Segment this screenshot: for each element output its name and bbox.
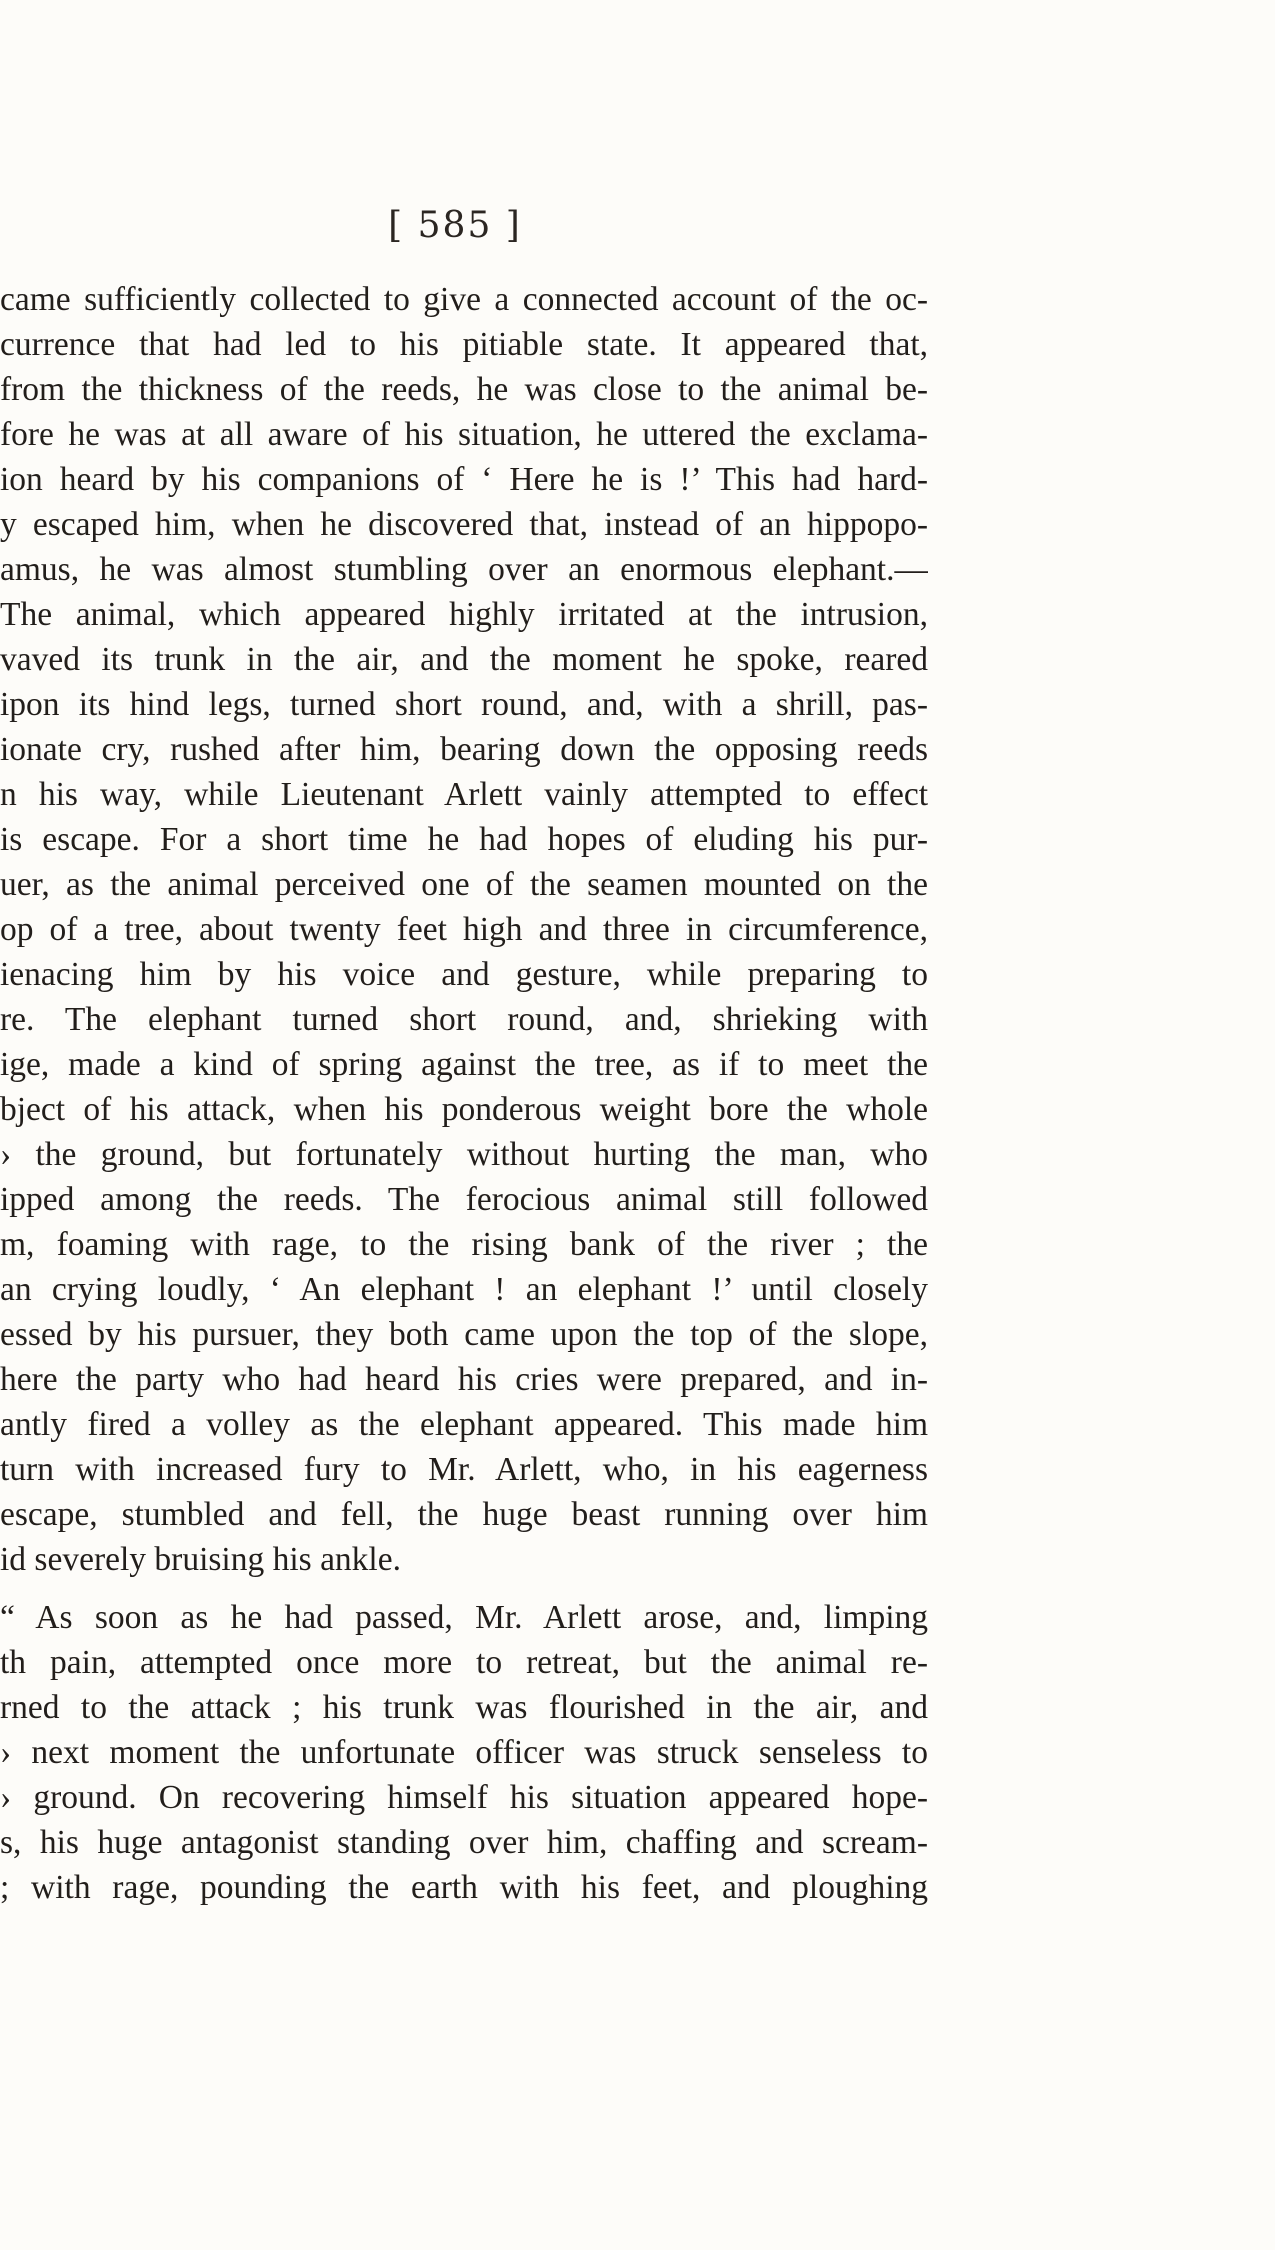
text-line: uer, as the animal perceived one of the seamen mounted on the <box>0 866 928 903</box>
text-line: m, foaming with rage, to the rising bank of the river ; the <box>0 1226 928 1263</box>
text-line: from the thickness of the reeds, he was close to the animal be- <box>0 371 928 408</box>
text-line: ige, made a kind of spring against the tree, as if to meet the <box>0 1046 928 1083</box>
text-line: re. The elephant turned short round, and, shrieking with <box>0 1001 928 1038</box>
text-line: › next moment the unfortunate officer was struck senseless to <box>0 1734 928 1771</box>
text-line: currence that had led to his pitiable state. It appeared that, <box>0 326 928 363</box>
text-line: The animal, which appeared highly irritated at the intrusion, <box>0 596 928 633</box>
text-line: s, his huge antagonist standing over him, chaffing and scream- <box>0 1824 928 1861</box>
text-line: op of a tree, about twenty feet high and three in circumference, <box>0 911 928 948</box>
text-line: › the ground, but fortunately without hurting the man, who <box>0 1136 928 1173</box>
text-line: n his way, while Lieutenant Arlett vainly attempted to effect <box>0 776 928 813</box>
text-line: fore he was at all aware of his situation, he uttered the exclama- <box>0 416 928 453</box>
text-line: is escape. For a short time he had hopes of eluding his pur- <box>0 821 928 858</box>
text-line: ipon its hind legs, turned short round, and, with a shrill, pas- <box>0 686 928 723</box>
text-line: rned to the attack ; his trunk was flourished in the air, and <box>0 1689 928 1726</box>
text-line: essed by his pursuer, they both came upon the top of the slope, <box>0 1316 928 1353</box>
text-line: bject of his attack, when his ponderous weight bore the whole <box>0 1091 928 1128</box>
text-line: here the party who had heard his cries were prepared, and in- <box>0 1361 928 1398</box>
text-line: antly fired a volley as the elephant appeared. This made him <box>0 1406 928 1443</box>
text-line: ; with rage, pounding the earth with his feet, and ploughing <box>0 1869 928 1906</box>
text-line: y escaped him, when he discovered that, instead of an hippopo- <box>0 506 928 543</box>
text-line: id severely bruising his ankle. <box>0 1541 401 1578</box>
text-line: vaved its trunk in the air, and the moment he spoke, reared <box>0 641 928 678</box>
text-line: turn with increased fury to Mr. Arlett, who, in his eagerness <box>0 1451 928 1488</box>
text-line: escape, stumbled and fell, the huge beast running over him <box>0 1496 928 1533</box>
text-line: amus, he was almost stumbling over an enormous elephant.— <box>0 551 928 588</box>
text-line: “ As soon as he had passed, Mr. Arlett arose, and, limping <box>0 1599 928 1636</box>
text-line: ionate cry, rushed after him, bearing down the opposing reeds <box>0 731 928 768</box>
text-line: ienacing him by his voice and gesture, while preparing to <box>0 956 928 993</box>
text-line: came sufficiently collected to give a connected account of the oc- <box>0 281 928 318</box>
text-line: › ground. On recovering himself his situation appeared hope- <box>0 1779 928 1816</box>
page-number: [ 585 ] <box>388 205 522 246</box>
text-line: ipped among the reeds. The ferocious animal still followed <box>0 1181 928 1218</box>
text-line: th pain, attempted once more to retreat, but the animal re- <box>0 1644 928 1681</box>
text-line: ion heard by his companions of ‘ Here he is !’ This had hard- <box>0 461 928 498</box>
text-line: an crying loudly, ‘ An elephant ! an elephant !’ until closely <box>0 1271 928 1308</box>
